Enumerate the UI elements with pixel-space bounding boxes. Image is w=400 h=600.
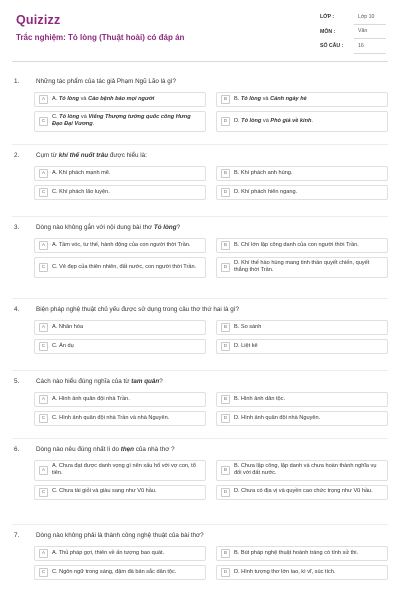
answer-option-a[interactable] xyxy=(34,320,206,335)
option-letter-box: A xyxy=(39,95,48,104)
answer-option-c[interactable] xyxy=(34,565,206,580)
option-letter-box: A xyxy=(39,169,48,178)
question-divider xyxy=(12,216,388,217)
question-header xyxy=(12,378,388,386)
option-text: A. Tầm vóc, tư thế, hành động của con người thời Trần. xyxy=(52,241,191,248)
option-letter-box: D xyxy=(221,263,230,272)
answer-option-b[interactable] xyxy=(216,392,388,407)
question-header xyxy=(12,532,388,540)
question-item xyxy=(12,532,388,575)
option-letter-box: C xyxy=(39,117,48,126)
answer-option-b[interactable] xyxy=(216,92,388,107)
question-text: Biện pháp nghệ thuật chủ yếu được sử dụng trong câu thơ thứ hai là gì? xyxy=(36,306,239,313)
answer-option-b[interactable] xyxy=(216,166,388,181)
option-text: D. Khí phách hiên ngang. xyxy=(234,188,298,195)
meta-value: Văn xyxy=(354,25,386,40)
option-letter-box: C xyxy=(39,488,48,497)
option-grid xyxy=(34,238,388,278)
option-grid xyxy=(34,92,388,132)
answer-option-c[interactable] xyxy=(34,485,206,500)
option-grid xyxy=(34,392,388,426)
answer-option-a[interactable] xyxy=(34,460,206,481)
option-text: C. Ngôn ngữ trong sáng, đậm đà bản sắc dân tộc. xyxy=(52,568,177,575)
question-divider xyxy=(12,144,388,145)
option-letter-box: D xyxy=(221,414,230,423)
question-item xyxy=(12,224,388,274)
question-number: 1. xyxy=(14,78,20,85)
option-text: D. Hình ảnh quân đội nhà Nguyên. xyxy=(234,414,321,421)
answer-option-c[interactable] xyxy=(34,339,206,354)
option-grid xyxy=(34,460,388,500)
option-letter-box: C xyxy=(39,263,48,272)
option-text: A. Thủ pháp gợi, thiên về ấn tượng bao quát. xyxy=(52,549,165,556)
option-letter-box: B xyxy=(221,466,230,475)
option-letter-box: C xyxy=(39,188,48,197)
option-letter-box: D xyxy=(221,188,230,197)
answer-option-d[interactable] xyxy=(216,185,388,200)
option-letter-box: B xyxy=(221,323,230,332)
option-text: A. Nhân hóa xyxy=(52,323,84,330)
option-letter-box: D xyxy=(221,117,230,126)
question-divider xyxy=(12,298,388,299)
question-header xyxy=(12,78,388,86)
option-text: C. Chưa tài giỏi và giàu sang như Vũ hầu. xyxy=(52,488,157,495)
answer-option-a[interactable] xyxy=(34,166,206,181)
option-letter-box: B xyxy=(221,169,230,178)
answer-option-c[interactable] xyxy=(34,411,206,426)
question-item xyxy=(12,78,388,128)
option-text: A. Tỏ lòng và Cảo bệnh bảo mọi người xyxy=(52,95,155,102)
meta-row-class xyxy=(320,10,386,25)
option-grid xyxy=(34,546,388,580)
question-text: Dòng nào không phải là thành công nghệ thuật của bài thơ? xyxy=(36,532,204,539)
option-letter-box: C xyxy=(39,342,48,351)
question-item xyxy=(12,306,388,349)
question-divider xyxy=(12,524,388,525)
question-item xyxy=(12,378,388,421)
option-text: B. Tỏ lòng và Cảnh ngày hè xyxy=(234,95,307,102)
question-number: 6. xyxy=(14,446,20,453)
question-header xyxy=(12,446,388,454)
question-item xyxy=(12,446,388,495)
option-letter-box: D xyxy=(221,568,230,577)
option-letter-box: D xyxy=(221,488,230,497)
option-text: B. Chí lớn lập công danh của con người thời Trần. xyxy=(234,241,359,248)
answer-option-c[interactable] xyxy=(34,257,206,278)
answer-option-b[interactable] xyxy=(216,546,388,561)
answer-option-b[interactable] xyxy=(216,460,388,481)
answer-option-d[interactable] xyxy=(216,485,388,500)
question-number: 5. xyxy=(14,378,20,385)
question-divider xyxy=(12,370,388,371)
answer-option-d[interactable] xyxy=(216,111,388,132)
option-text: C. Ẩn dụ xyxy=(52,342,74,349)
option-text: C. Khí phách lão luyện. xyxy=(52,188,110,195)
option-letter-box: A xyxy=(39,395,48,404)
option-text: A. Chưa đạt được danh vọng gì nên xấu hổ với vợ con, tổ tiên. xyxy=(52,463,196,477)
answer-option-a[interactable] xyxy=(34,92,206,107)
answer-option-a[interactable] xyxy=(34,392,206,407)
option-letter-box: A xyxy=(39,466,48,475)
meta-row-subject xyxy=(320,25,386,40)
meta-label: SỐ CÂU : xyxy=(320,43,344,50)
question-text: Cách nào hiểu đúng nghĩa của từ tam quân? xyxy=(36,378,163,385)
question-header xyxy=(12,306,388,314)
answer-option-a[interactable] xyxy=(34,546,206,561)
option-text: A. Hình ảnh quân đội nhà Trần. xyxy=(52,395,130,402)
meta-box xyxy=(320,10,386,54)
option-letter-box: D xyxy=(221,342,230,351)
option-letter-box: B xyxy=(221,241,230,250)
quizizz-logo[interactable]: Quizizz xyxy=(16,13,61,27)
option-letter-box: C xyxy=(39,568,48,577)
meta-value: 16 xyxy=(354,39,386,54)
question-number: 7. xyxy=(14,532,20,539)
answer-option-d[interactable] xyxy=(216,411,388,426)
question-item xyxy=(12,152,388,195)
page-title: Trắc nghiệm: Tỏ lòng (Thuật hoài) có đáp án xyxy=(16,33,185,42)
question-text: Cụm từ khí thế nuốt trâu được hiểu là: xyxy=(36,152,147,159)
option-letter-box: B xyxy=(221,549,230,558)
option-letter-box: A xyxy=(39,241,48,250)
option-text: D. Khí thế hào hùng mang tinh thần quyết chiến, quyết thắng thời Trần. xyxy=(234,260,370,274)
question-text: Những tác phẩm của tác giả Phạm Ngũ Lão là gì? xyxy=(36,78,177,85)
option-text: D. Liệt kê xyxy=(234,342,258,349)
answer-option-a[interactable] xyxy=(34,238,206,253)
question-number: 4. xyxy=(14,306,20,313)
question-number: 2. xyxy=(14,152,20,159)
answer-option-d[interactable] xyxy=(216,257,388,278)
option-text: D. Chưa có địa vị và quyền cao chức trọng như Vũ hầu. xyxy=(234,488,373,495)
option-text: A. Khí phách mạnh mẽ. xyxy=(52,169,111,176)
worksheet-header xyxy=(12,0,388,62)
option-grid xyxy=(34,166,388,200)
option-letter-box: B xyxy=(221,395,230,404)
option-text: D. Tỏ lòng và Phò giá về kinh. xyxy=(234,117,313,124)
answer-option-b[interactable] xyxy=(216,320,388,335)
option-text: C. Vẻ đẹp của thiên nhiên, đất nước, con người thời Trần. xyxy=(52,263,197,270)
option-text: B. Hình ảnh dân tộc. xyxy=(234,395,285,402)
question-header xyxy=(12,224,388,232)
option-letter-box: C xyxy=(39,414,48,423)
option-letter-box: A xyxy=(39,323,48,332)
question-text: Dòng nào nêu đúng nhất lí do thẹn của nhà thơ ? xyxy=(36,446,175,453)
option-text: B. Bút pháp nghệ thuật hoành tráng có tính sử thi. xyxy=(234,549,359,556)
answer-option-d[interactable] xyxy=(216,565,388,580)
option-text: D. Hình tượng thơ lớn lao, kì vĩ, súc tích. xyxy=(234,568,336,575)
answer-option-c[interactable] xyxy=(34,185,206,200)
option-letter-box: B xyxy=(221,95,230,104)
question-text: Dòng nào không gắn với nội dung bài thơ Tỏ lòng? xyxy=(36,224,181,231)
question-divider xyxy=(12,438,388,439)
question-number: 3. xyxy=(14,224,20,231)
answer-option-d[interactable] xyxy=(216,339,388,354)
meta-label: MÔN : xyxy=(320,28,336,35)
option-text: C. Hình ảnh quân đội nhà Trần và nhà Nguyên. xyxy=(52,414,170,421)
answer-option-c[interactable] xyxy=(34,111,206,132)
option-grid xyxy=(34,320,388,354)
answer-option-b[interactable] xyxy=(216,238,388,253)
question-header xyxy=(12,152,388,160)
option-letter-box: A xyxy=(39,549,48,558)
option-text: B. Chưa lập công, lập danh và chưa hoàn thành nghĩa vụ đối với đất nước. xyxy=(234,463,377,477)
meta-label: LỚP : xyxy=(320,14,335,21)
option-text: B. So sánh xyxy=(234,323,262,330)
meta-value: Lớp 10 xyxy=(354,10,386,25)
option-text: C. Tỏ lòng và Viếng Thượng tướng quốc công Hưng Đạo Đại Vương. xyxy=(52,114,191,128)
option-text: B. Khí phách anh hùng. xyxy=(234,169,293,176)
meta-row-count xyxy=(320,39,386,54)
